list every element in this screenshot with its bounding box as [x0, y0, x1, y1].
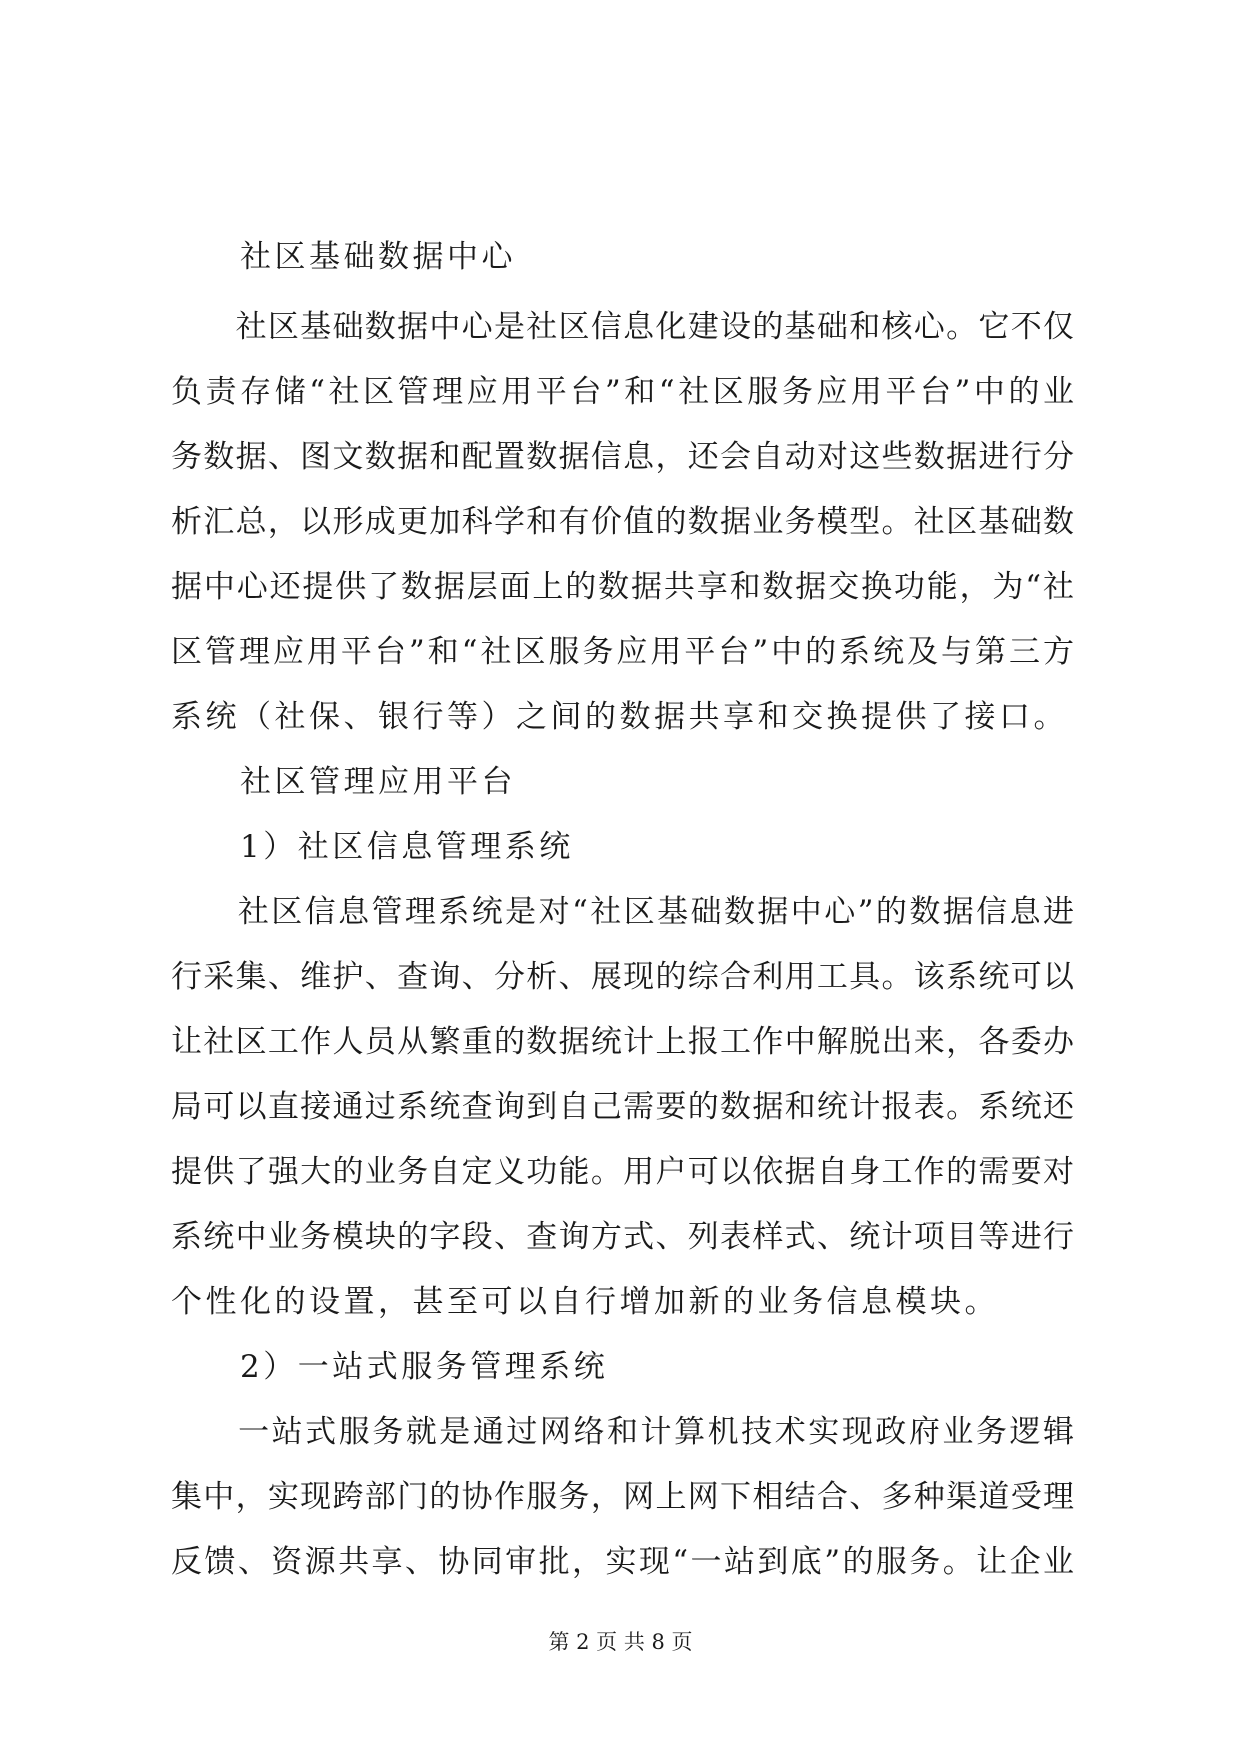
body-line: 集中，实现跨部门的协作服务，网上网下相结合、多种渠道受理	[171, 1479, 1074, 1515]
body-line: 反馈、资源共享、协同审批，实现“一站到底”的服务。让企业	[171, 1544, 1074, 1580]
body-line: 据中心还提供了数据层面上的数据共享和数据交换功能，为“社	[171, 569, 1074, 605]
body-line: 负责存储“社区管理应用平台”和“社区服务应用平台”中的业	[171, 374, 1074, 410]
body-line: 系统中业务模块的字段、查询方式、列表样式、统计项目等进行	[171, 1219, 1074, 1255]
body-line: 行采集、维护、查询、分析、展现的综合利用工具。该系统可以	[171, 959, 1074, 995]
subsection-heading-info-system: 1）社区信息管理系统	[171, 829, 574, 865]
body-line: 提供了强大的业务自定义功能。用户可以依据自身工作的需要对	[171, 1154, 1074, 1190]
body-line: 析汇总，以形成更加科学和有价值的数据业务模型。社区基础数	[171, 504, 1074, 540]
body-line: 区管理应用平台”和“社区服务应用平台”中的系统及与第三方	[171, 634, 1074, 670]
body-line: 系统（社保、银行等）之间的数据共享和交换提供了接口。	[171, 699, 1068, 735]
body-line: 个性化的设置，甚至可以自行增加新的业务信息模块。	[171, 1284, 999, 1320]
body-line: 一站式服务就是通过网络和计算机技术实现政府业务逻辑	[171, 1414, 1074, 1450]
page-number-footer: 第 2 页 共 8 页	[548, 1630, 693, 1654]
section-heading-data-center: 社区基础数据中心	[171, 239, 516, 275]
body-line: 让社区工作人员从繁重的数据统计上报工作中解脱出来，各委办	[171, 1024, 1074, 1060]
body-line: 社区信息管理系统是对“社区基础数据中心”的数据信息进	[171, 894, 1074, 930]
body-line: 务数据、图文数据和配置数据信息，还会自动对这些数据进行分	[171, 439, 1074, 475]
subsection-heading-one-stop-service: 2）一站式服务管理系统	[171, 1349, 609, 1385]
body-line: 局可以直接通过系统查询到自己需要的数据和统计报表。系统还	[171, 1089, 1074, 1125]
body-line: 社区基础数据中心是社区信息化建设的基础和核心。它不仅	[171, 309, 1074, 345]
section-heading-management-platform: 社区管理应用平台	[171, 764, 516, 800]
